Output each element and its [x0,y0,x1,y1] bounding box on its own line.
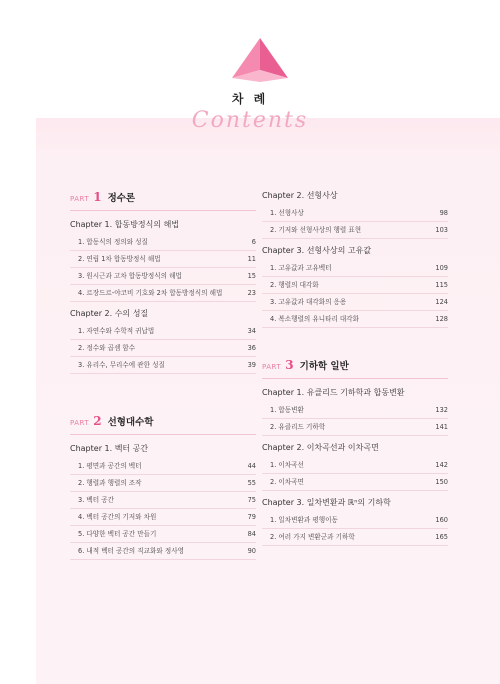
toc-entry[interactable] [70,234,256,251]
chapter-title[interactable]: Chapter 1. 벡터 공간 [70,444,149,453]
page-number: 15 [247,272,256,280]
pyramid-gem-icon [232,38,288,82]
toc-entry[interactable] [262,474,448,491]
entry-title: 4. 복소행렬의 유니타리 대각화 [270,315,360,323]
entry-title: 1. 일차변환과 평행이동 [270,516,338,524]
page-number: 150 [435,478,448,486]
toc-entry[interactable] [262,419,448,436]
toc-script-title: Contents [191,108,309,133]
entry-title: 1. 고유값과 고유벡터 [270,264,332,272]
entry-title: 2. 연립 1차 합동방정식 해법 [78,255,161,263]
toc-entry[interactable] [70,509,256,526]
page-number: 79 [247,513,256,521]
toc-title: 차 례 [231,92,269,106]
divider [70,434,256,435]
page-number: 142 [435,461,448,469]
right-column [262,190,448,546]
entry-title: 3. 유리수, 무리수에 관한 성질 [78,361,165,369]
page-number: 165 [435,533,448,541]
entry-title: 2. 유클리드 기하학 [270,423,326,431]
page-number: 109 [435,264,448,272]
entry-title: 1. 이차곡선 [270,461,304,469]
page-number: 11 [247,255,256,263]
entry-title: 1. 평면과 공간의 벡터 [78,462,142,470]
divider [262,378,448,379]
page-number: 103 [435,226,448,234]
toc-entry[interactable] [262,260,448,277]
chapter-title[interactable]: Chapter 1. 유클리드 기하학과 합동변환 [262,388,405,397]
toc-entry[interactable] [262,294,448,311]
toc-entry[interactable] [70,543,256,560]
toc-entry[interactable] [70,285,256,302]
page-number: 75 [247,496,256,504]
toc-entry[interactable] [262,402,448,419]
toc-entry[interactable] [262,311,448,328]
chapter-title[interactable]: Chapter 1. 합동방정식의 해법 [70,220,180,229]
page-number: 90 [247,547,256,555]
chapter-title[interactable]: Chapter 2. 이차곡선과 이차곡면 [262,443,379,452]
entry-title: 2. 정수와 곱셈 함수 [78,344,136,352]
toc-entry[interactable] [70,526,256,543]
page-number: 36 [247,344,256,352]
part-number: 2 [93,414,102,428]
part-number: 1 [93,190,102,204]
toc-entry[interactable] [262,205,448,222]
part-heading-3 [262,358,448,372]
entry-title: 3. 고유값과 대각화의 응용 [270,298,347,306]
entry-title: 3. 원시근과 고차 합동방정식의 해법 [78,272,182,280]
part-label: PART [262,363,282,371]
toc-entry[interactable] [262,512,448,529]
part-label: PART [70,419,90,427]
page-number: 55 [247,479,256,487]
entry-title: 2. 행렬의 대각화 [270,281,319,289]
page-number: 98 [439,209,448,217]
toc-entry[interactable] [262,457,448,474]
toc-entry[interactable] [70,251,256,268]
toc-entry[interactable] [70,268,256,285]
entry-title: 2. 이차곡면 [270,478,304,486]
toc-entry[interactable] [70,492,256,509]
entry-title: 2. 기저와 선형사상의 행렬 표현 [270,226,362,234]
page-number: 160 [435,516,448,524]
entry-title: 1. 자연수와 수학적 귀납법 [78,327,155,335]
toc-entry[interactable] [70,340,256,357]
entry-title: 2. 행렬과 행렬의 조작 [78,479,142,487]
entry-title: 4. 르장드르-야코비 기호와 2차 합동방정식의 해법 [78,289,223,297]
divider [70,210,256,211]
part-title: 선형대수학 [107,417,154,428]
chapter-title[interactable]: Chapter 3. 선형사상의 고유값 [262,246,372,255]
page-number: 34 [247,327,256,335]
part-title: 정수론 [107,193,136,204]
page-number: 141 [435,423,448,431]
page-number: 115 [435,281,448,289]
page-number: 128 [435,315,448,323]
page-number: 44 [247,462,256,470]
entry-title: 2. 여러 가지 변환군과 기하학 [270,533,355,541]
page-number: 132 [435,406,448,414]
part-label: PART [70,195,90,203]
page-number: 23 [247,289,256,297]
toc-entry[interactable] [262,222,448,239]
part-title: 기하학 일반 [299,361,349,372]
part-number: 3 [285,358,294,372]
entry-title: 3. 벡터 공간 [78,496,114,504]
page-number: 124 [435,298,448,306]
toc-entry[interactable] [70,458,256,475]
toc-entry[interactable] [262,529,448,546]
toc-entry[interactable] [70,357,256,374]
chapter-title[interactable]: Chapter 2. 선형사상 [262,191,338,200]
toc-entry[interactable] [262,277,448,294]
toc-entry[interactable] [70,475,256,492]
entry-title: 4. 벡터 공간의 기저와 차원 [78,513,157,521]
chapter-title[interactable]: Chapter 3. 일차변환과 ℝⁿ의 기하학 [262,498,391,507]
entry-title: 1. 선형사상 [270,209,304,217]
page-number: 6 [251,238,256,246]
left-column [70,190,256,560]
chapter-title[interactable]: Chapter 2. 수의 성질 [70,309,149,318]
entry-title: 1. 합동변환 [270,406,304,414]
page-number: 84 [247,530,256,538]
page-number: 39 [247,361,256,369]
part-heading-2 [70,414,256,428]
entry-title: 6. 내적 벡터 공간의 직교화와 정사영 [78,547,184,555]
toc-entry[interactable] [70,323,256,340]
part-heading-1 [70,190,256,204]
entry-title: 1. 합동식의 정의와 성질 [78,238,148,246]
entry-title: 5. 다양한 벡터 공간 만들기 [78,530,157,538]
